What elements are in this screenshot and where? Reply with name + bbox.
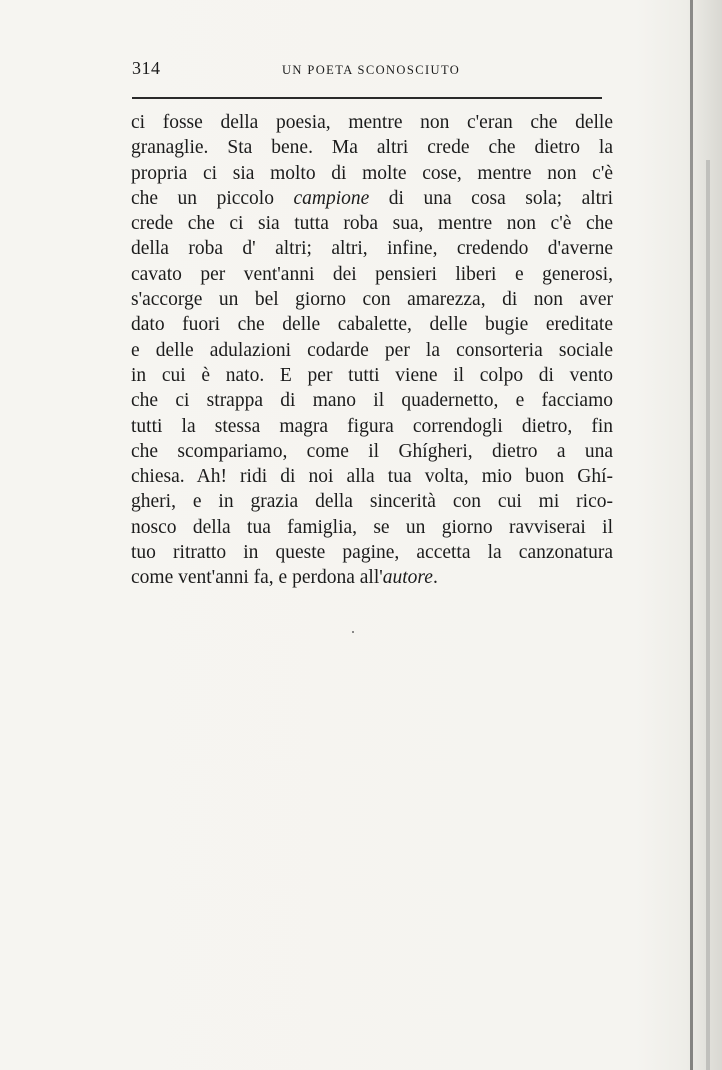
- text-segment: di una cosa sola; altri: [369, 187, 613, 209]
- text-line: tuo ritratto in queste pagine, accetta la canzonatura: [131, 542, 613, 564]
- body-text: [131, 110, 613, 591]
- text-line: che ci strappa di mano il quadernetto, e facciamo: [131, 390, 613, 412]
- italic-word: autore: [382, 567, 433, 589]
- text-line: crede che ci sia tutta roba sua, mentre non c'è che: [131, 213, 613, 235]
- text-line: cavato per vent'anni dei pensieri liberi e generosi,: [131, 263, 613, 285]
- text-line-last: [131, 565, 613, 590]
- running-title: UN POETA SCONOSCIUTO: [282, 63, 461, 77]
- text-segment: che un piccolo: [131, 187, 294, 209]
- page-edge-shadow: [690, 0, 693, 1070]
- text-line: in cui è nato. E per tutti viene il colpo di vento: [131, 364, 613, 386]
- text-line: gheri, e in grazia della sincerità con cui mi rico-: [131, 491, 613, 513]
- page-edge-shadow-outer: [706, 160, 710, 1070]
- text-line: chiesa. Ah! ridi di noi alla tua volta, mio buon Ghí-: [131, 466, 613, 488]
- text-line: e delle adulazioni codarde per la consorteria sociale: [131, 339, 613, 361]
- header-rule: [132, 97, 602, 99]
- page-number: 314: [132, 58, 161, 78]
- italic-word: campione: [293, 187, 370, 209]
- text-line: s'accorge un bel giorno con amarezza, di non aver: [131, 289, 613, 311]
- text-line: che scompariamo, come il Ghígheri, dietro a una: [131, 440, 613, 462]
- text-line: dato fuori che delle cabalette, delle bugie ereditate: [131, 314, 613, 336]
- running-header: [132, 58, 602, 86]
- text-segment: come vent'anni fa, e perdona all': [131, 567, 383, 589]
- text-line: tutti la stessa magra figura correndogli dietro, fin: [131, 415, 613, 437]
- text-line: ci fosse della poesia, mentre non c'eran che delle: [131, 112, 613, 133]
- text-segment: .: [432, 567, 438, 589]
- text-line: nosco della tua famiglia, se un giorno ravviserai il: [131, 516, 613, 538]
- text-line: propria ci sia molto di molte cose, mentre non c'è: [131, 162, 613, 184]
- text-line: della roba d' altri; altri, infine, credendo d'averne: [131, 238, 613, 260]
- text-line: granaglie. Sta bene. Ma altri crede che dietro la: [131, 137, 613, 159]
- paper-speck: [352, 631, 354, 633]
- text-line: [131, 186, 613, 211]
